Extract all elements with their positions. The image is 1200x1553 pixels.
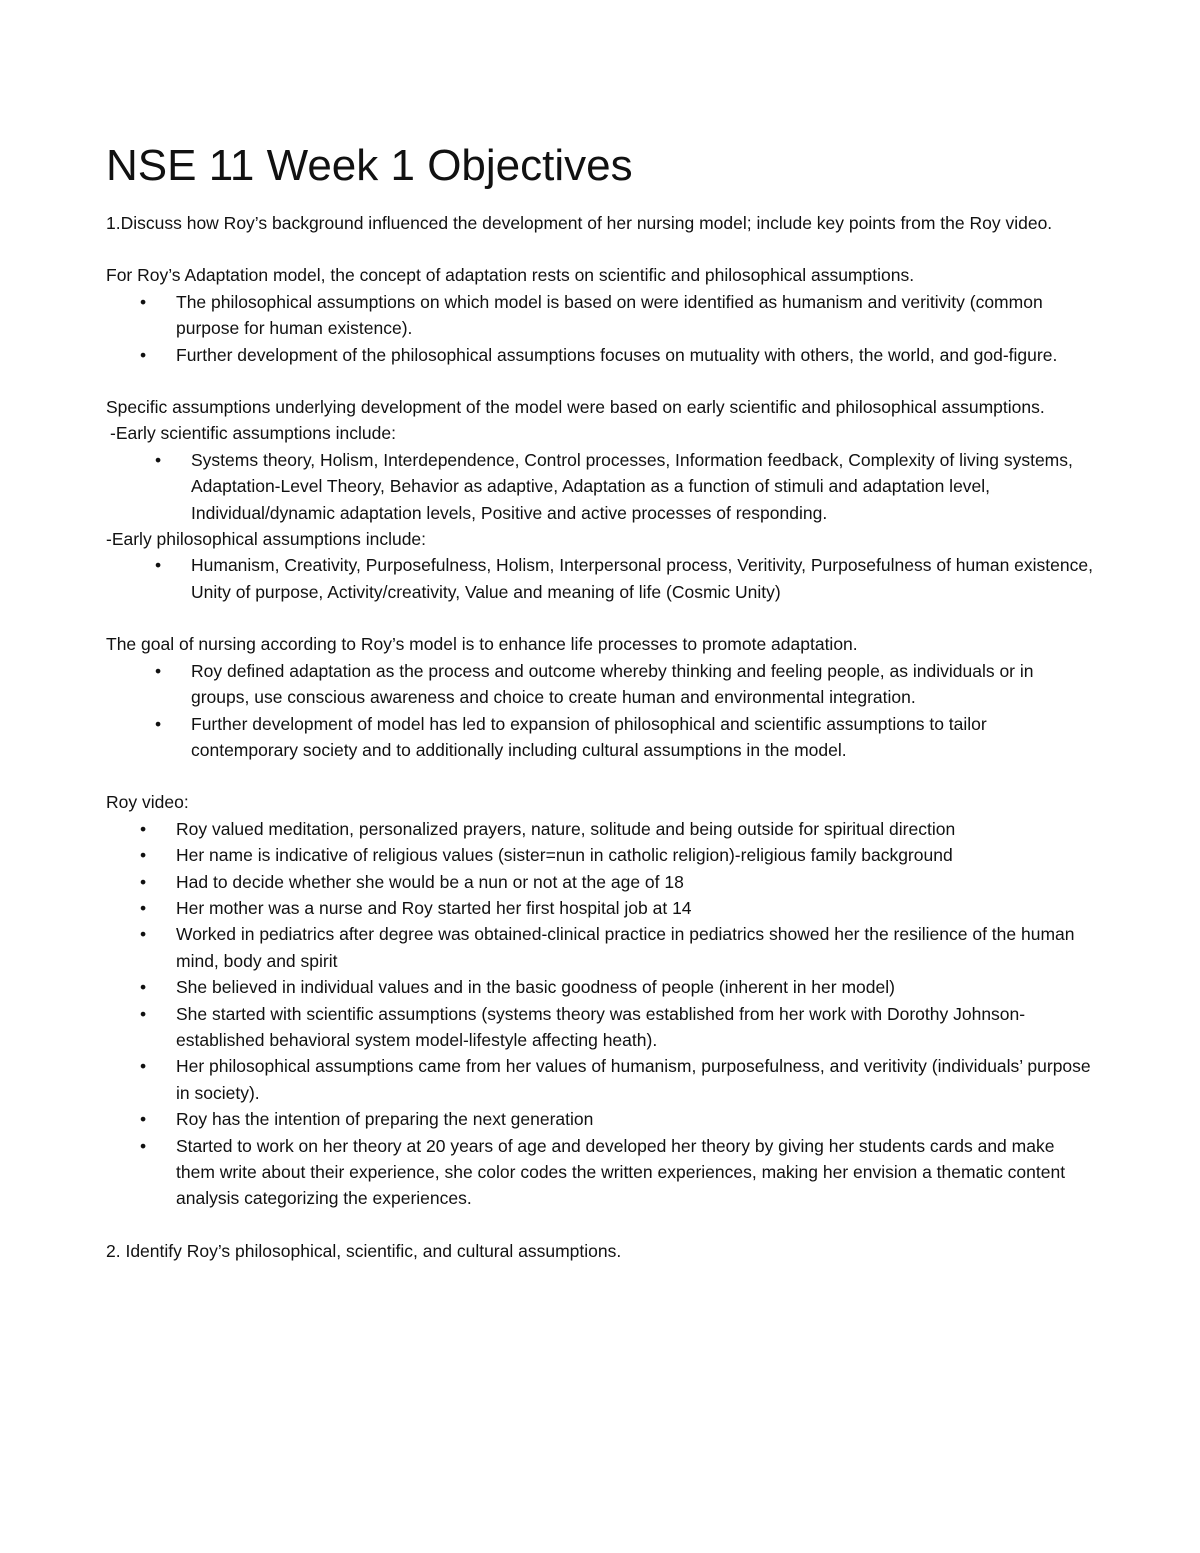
list-item: • She started with scientific assumptions (systems theory was established from her work with Dorothy Johnson-established behavioral system model-lifestyle affecting heath).: [140, 1001, 1096, 1054]
adaptation-intro: For Roy’s Adaptation model, the concept of adaptation rests on scientific and philosophical assumptions.: [106, 265, 915, 286]
list-item: • Further development of model has led to expansion of philosophical and scientific assumptions to tailor contemporary society and to additionally including cultural assumptions in the model.: [155, 711, 1096, 764]
scientific-list: [155, 447, 1096, 526]
bullet-icon: •: [140, 1056, 147, 1077]
list-item: • Started to work on her theory at 20 years of age and developed her theory by giving her students cards and make them write about their experience, she color codes the written experiences, making her envision a thematic content analysis categorizing the experiences.: [140, 1133, 1096, 1212]
video-label: Roy video:: [106, 792, 189, 813]
bullet-icon: •: [155, 660, 162, 681]
bullet-icon: •: [140, 1003, 147, 1024]
specific-intro: Specific assumptions underlying development of the model were based on early scientific and philosophical assumptions.: [106, 397, 1045, 418]
bullet-icon: •: [140, 977, 147, 998]
question-2: 2. Identify Roy’s philosophical, scientific, and cultural assumptions.: [106, 1240, 622, 1261]
goal-intro: The goal of nursing according to Roy’s model is to enhance life processes to promote adaptation.: [106, 634, 858, 655]
list-item: • Worked in pediatrics after degree was obtained-clinical practice in pediatrics showed her the resilience of the human mind, body and spirit: [140, 921, 1096, 974]
list-item: • Roy valued meditation, personalized prayers, nature, solitude and being outside for spiritual direction: [140, 816, 1096, 842]
list-item: • She believed in individual values and in the basic goodness of people (inherent in her model): [140, 974, 1096, 1000]
bullet-icon: •: [140, 897, 147, 918]
spacer: [106, 1212, 1096, 1238]
bullet-icon: •: [155, 713, 162, 734]
bullet-icon: •: [155, 449, 162, 470]
bullet-icon: •: [140, 1135, 147, 1156]
list-item: • Systems theory, Holism, Interdependence, Control processes, Information feedback, Complexity of living systems, Adaptation-Level Theory, Behavior as adaptive, Adaptation as a function of stimuli and adaptation level, Individual/dynamic adaptation levels, Positive and active processes of responding.: [155, 447, 1096, 526]
philosophical-list: [155, 552, 1096, 605]
bullet-icon: •: [155, 555, 162, 576]
bullet-icon: •: [140, 871, 147, 892]
bullet-icon: •: [140, 924, 147, 945]
bullet-icon: •: [140, 291, 147, 312]
goal-list: [155, 658, 1096, 764]
list-item: • Further development of the philosophical assumptions focuses on mutuality with others, the world, and god-figure.: [140, 342, 1096, 368]
list-item: • Roy has the intention of preparing the next generation: [140, 1106, 1096, 1132]
list-item: • Humanism, Creativity, Purposefulness, Holism, Interpersonal process, Veritivity, Purposefulness of human existence, Unity of purpose, Activity/creativity, Value and meaning of life (Cosmic Unity): [155, 552, 1096, 605]
bullet-icon: •: [140, 845, 147, 866]
adaptation-list: [140, 289, 1096, 368]
question-1: 1.Discuss how Roy’s background influenced the development of her nursing model; include key points from the Roy video.: [106, 213, 1053, 233]
spacer: [106, 236, 1096, 262]
bullet-icon: •: [140, 818, 147, 839]
list-item: • The philosophical assumptions on which model is based on were identified as humanism and veritivity (common purpose for human existence).: [140, 289, 1096, 342]
bullet-icon: •: [140, 344, 147, 365]
list-item: • Her mother was a nurse and Roy started her first hospital job at 14: [140, 895, 1096, 921]
spacer: [106, 605, 1096, 631]
page-title: NSE 11 Week 1 Objectives: [106, 141, 633, 190]
list-item: • Her philosophical assumptions came from her values of humanism, purposefulness, and veritivity (individuals’ purpose in society).: [140, 1053, 1096, 1106]
video-list: [140, 816, 1096, 1212]
spacer: [106, 763, 1096, 789]
scientific-label: -Early scientific assumptions include:: [110, 423, 396, 444]
spacer: [106, 368, 1096, 394]
list-item: • Her name is indicative of religious values (sister=nun in catholic religion)-religious family background: [140, 842, 1096, 868]
bullet-icon: •: [140, 1109, 147, 1130]
list-item: • Roy defined adaptation as the process and outcome whereby thinking and feeling people, as individuals or in groups, use conscious awareness and choice to create human and environmental integration.: [155, 658, 1096, 711]
philosophical-label: -Early philosophical assumptions include:: [106, 529, 427, 550]
list-item: • Had to decide whether she would be a nun or not at the age of 18: [140, 869, 1096, 895]
document-page: [106, 138, 1096, 1264]
